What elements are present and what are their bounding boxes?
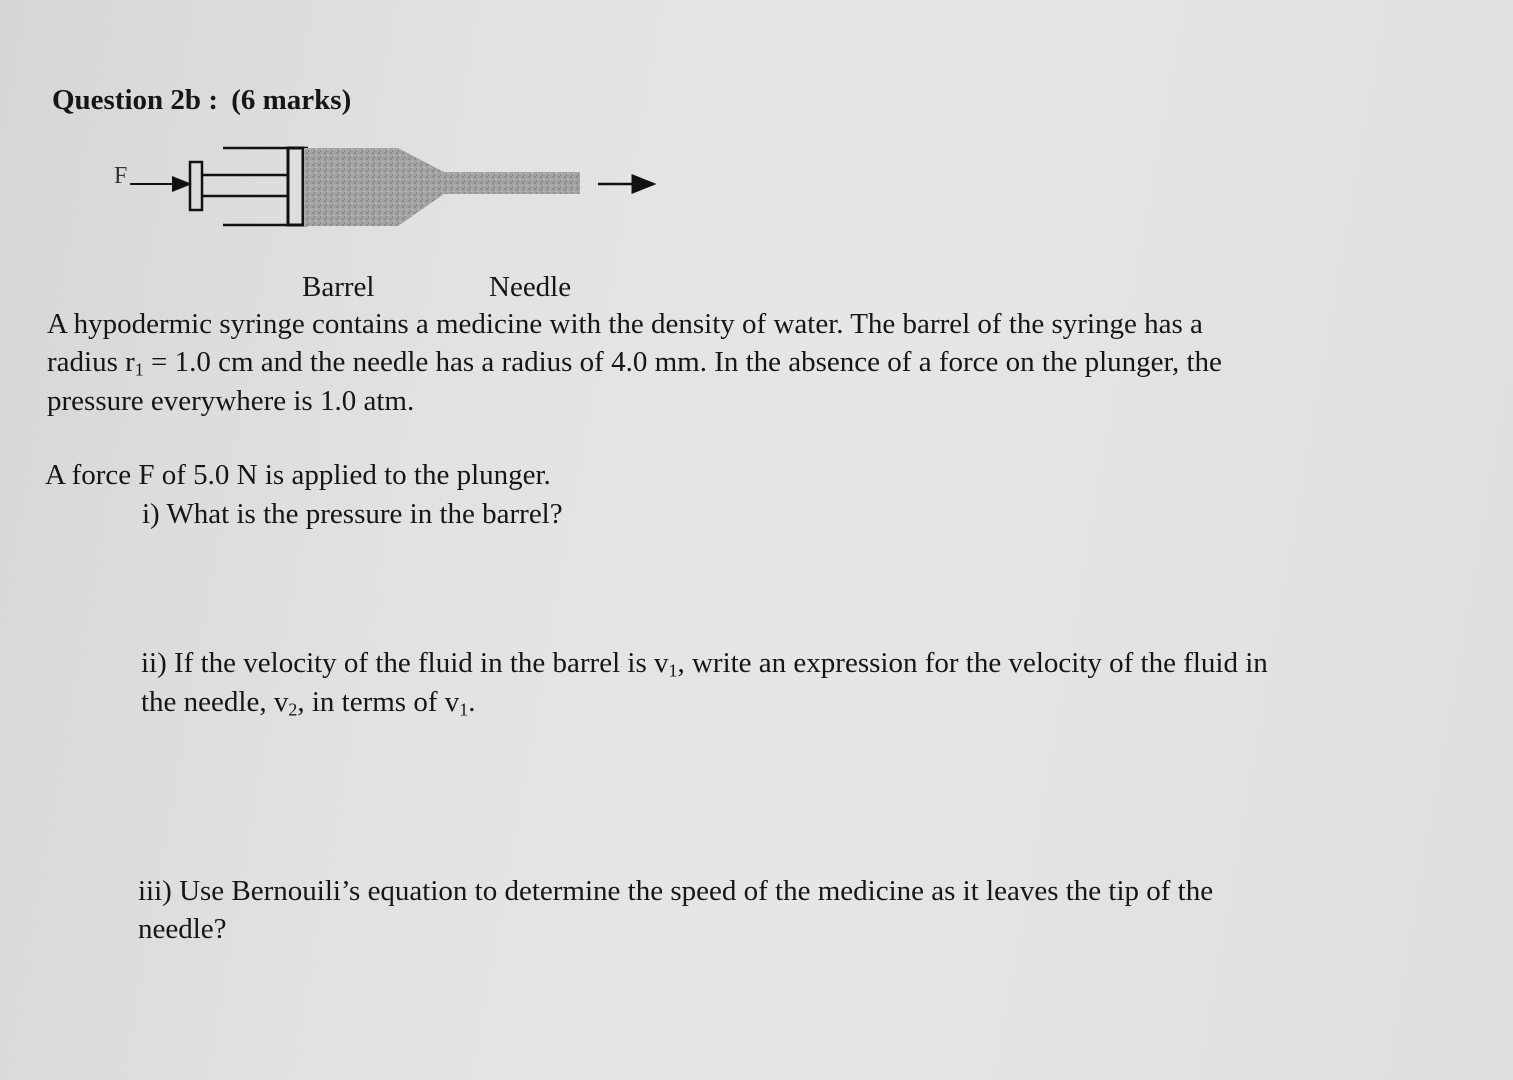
needle-label: Needle xyxy=(489,271,572,303)
plunger-head xyxy=(190,162,202,210)
plunger-seal xyxy=(288,148,303,225)
part-ii-line-2-sub: 2 xyxy=(288,699,298,720)
part-ii-line-1-a: ii) If the velocity of the fluid in the barrel is v xyxy=(141,647,669,679)
force-statement: A force F of 5.0 N is applied to the plunger. xyxy=(45,459,551,491)
part-i-question: i) What is the pressure in the barrel? xyxy=(142,498,563,530)
question-marks: (6 marks) xyxy=(231,84,352,116)
part-ii-line-2 xyxy=(141,686,476,720)
medicine-fluid xyxy=(304,148,580,226)
part-ii-line-2-sub2: 1 xyxy=(459,699,469,720)
intro-line-3: pressure everywhere is 1.0 atm. xyxy=(47,385,415,417)
barrel-label: Barrel xyxy=(302,271,375,303)
part-iii-line-2: needle? xyxy=(138,913,227,945)
intro-line-2-b: = 1.0 cm and the needle has a radius of 4.0 mm. In the absence of a force on the plunger, the xyxy=(143,346,1222,378)
intro-line-2-a: radius r xyxy=(47,346,135,378)
part-ii-line-1 xyxy=(141,647,1268,681)
intro-line-1: A hypodermic syringe contains a medicine with the density of water. The barrel of the syringe has a xyxy=(47,308,1203,340)
intro-line-2 xyxy=(47,346,1222,380)
syringe-diagram xyxy=(108,140,668,240)
question-heading xyxy=(52,86,351,115)
intro-line-2-sub: 1 xyxy=(134,359,144,380)
part-ii-line-2-c: . xyxy=(468,686,476,718)
part-iii-line-1: iii) Use Bernouili’s equation to determine the speed of the medicine as it leaves the tip of the xyxy=(138,875,1214,907)
part-ii-line-1-sub: 1 xyxy=(668,660,678,681)
question-number: Question 2b : xyxy=(52,84,218,116)
part-ii-line-2-b: , in terms of v xyxy=(297,686,460,718)
force-label: F xyxy=(114,163,128,189)
part-ii-line-2-a: the needle, v xyxy=(141,686,289,718)
part-ii-line-1-b: , write an expression for the velocity of the fluid in xyxy=(677,647,1268,679)
